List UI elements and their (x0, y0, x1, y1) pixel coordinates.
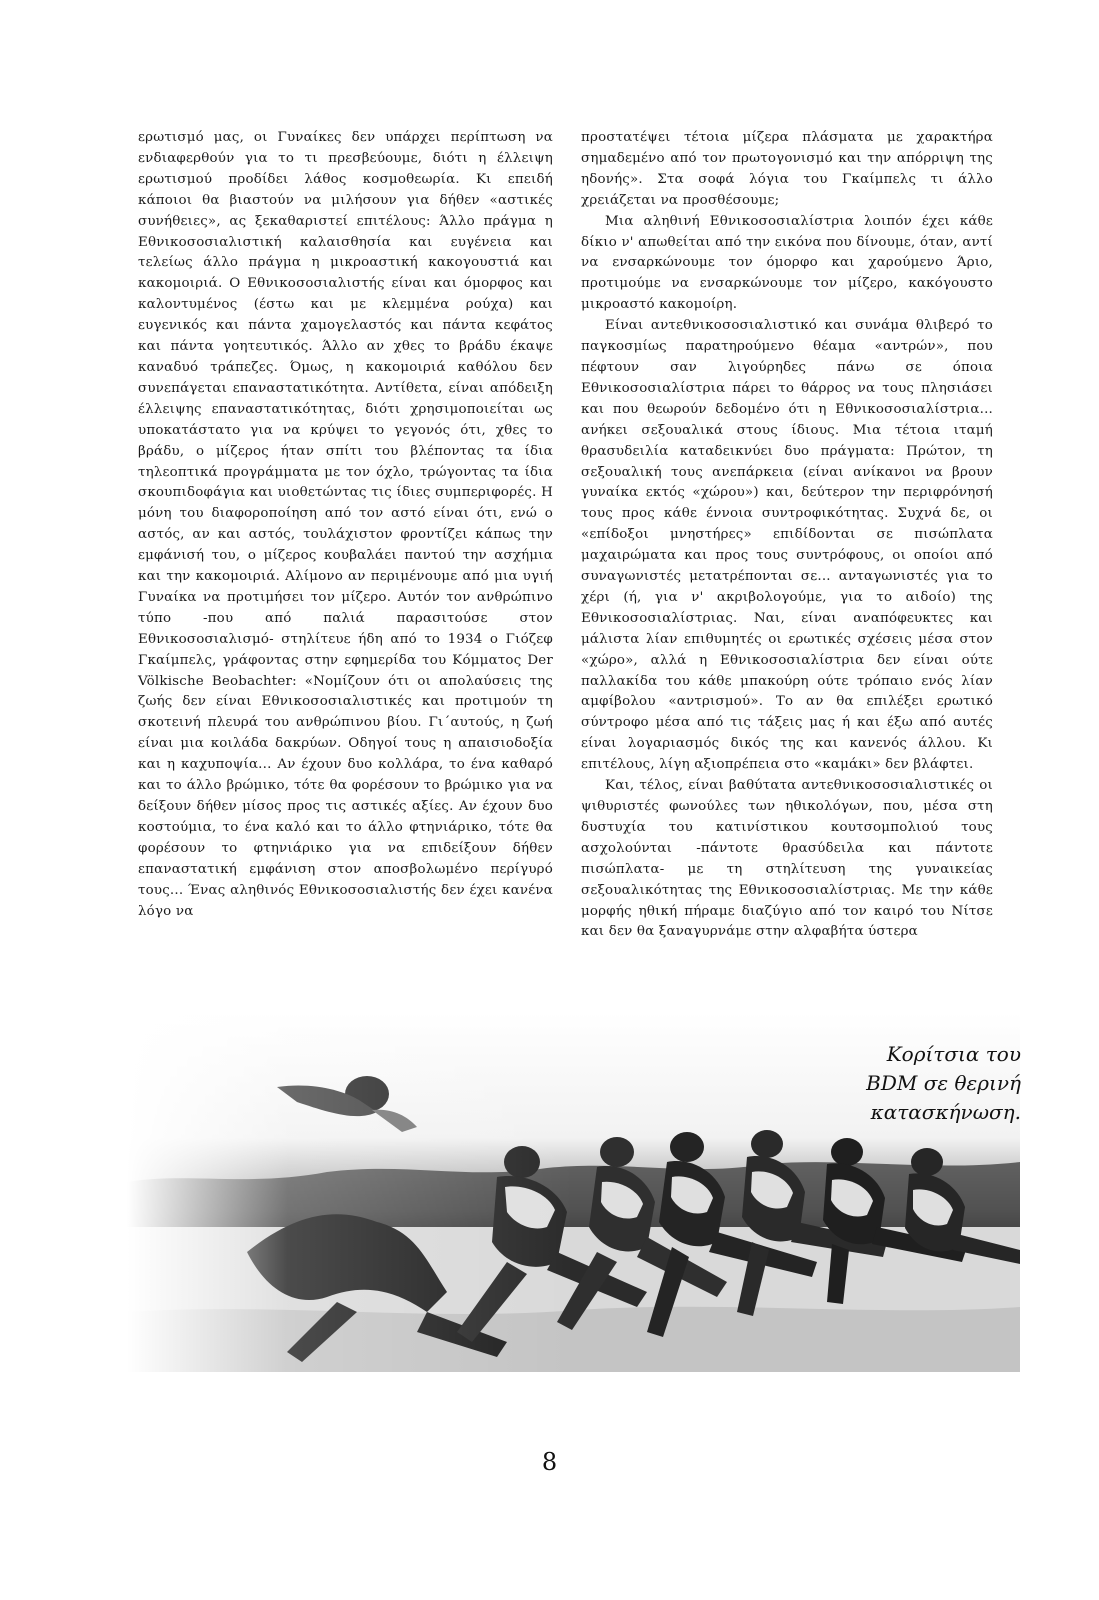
photo-caption (866, 1040, 1021, 1127)
left-text-column (138, 128, 553, 922)
page-number: 8 (541, 1448, 558, 1476)
paragraph: Και, τέλος, είναι βαθύτατα αντεθνικοσοσιαλιστικές οι ψιθυριστές φωνούλες των ηθικολόγων, που, μέσα στη δυστυχία του κατινίστικου κουτσομπολιού τους ασχολούνται -πάντοτε θρασύδειλα και πάντοτε πισώπλατα- με τη στηλίτευση της γυναικείας σεξουαλικότητας της Εθνικοσοσιαλίστριας. Με την κάθε μορφής ηθική πήραμε διαζύγιο από τον καιρό του Νίτσε και δεν θα ξαναγυρνάμε στην αλφαβήτα ύστερα (581, 778, 993, 940)
paragraph: Μια αληθινή Εθνικοσοσιαλίστρια λοιπόν έχει κάθε δίκιο ν' απωθείται από την εικόνα που δίνουμε, όταν, αντί να ενσαρκώνουμε τον όμορφο και χαρούμενο Άριο, προτιμούμε να ενσαρκώνουμε τον μίζερο, κακόγουστο μικροαστό κακομοίρη. (581, 213, 993, 313)
right-text-column (581, 128, 993, 943)
caption-line: BDM σε θερινή (866, 1071, 1021, 1095)
caption-line: Κορίτσια του (886, 1042, 1021, 1066)
paragraph: ερωτισμό μας, οι Γυναίκες δεν υπάρχει περίπτωση να ενδιαφερθούν για το τι πρεσβεύουμε, διότι η έλλειψη ερωτισμού προδίδει λάθος κοσμοθεωρία. Κι επειδή κάποιοι θα βιαστούν να μιλήσουν για δήθεν «αστικές συνήθειες», ας ξεκαθαριστεί επιτέλους: Άλλο πράγμα η Εθνικοσοσιαλιστική καλαισθησία και ευγένεια και τελείως άλλο πράγμα η μικροαστική κακογουστιά και κακομοιριά. Ο Εθνικοσοσιαλιστής είναι και όμορφος και καλοντυμένος (έστω και με κλεμμένα ρούχα) και ευγενικός και πάντα χαμογελαστός και πάντα κεφάτος και πάντα γοητευτικός. Άλλο αν χθες το βράδυ έκαψε καναδυό τράπεζες. Όμως, η κακομοιριά καθόλου δεν συνεπάγεται επαναστατικότητα. Αντίθετα, είναι απόδειξη έλλειψης επαναστατικότητας, διότι χρησιμοποιείται ως υποκατάστατο για να κρύψει το γεγονός ότι, χθες το βράδυ, ο μίζερος ήταν σπίτι του βλέποντας τα ίδια τηλεοπτικά προγράμματα με τον όχλο, τρώγοντας τα ίδια σκουπιδοφάγια και υιοθετώντας τις ίδιες συμπεριφορές. Η μόνη του διαφοροποίηση από τον αστό είναι ότι, ενώ ο αστός, αν και αστός, τουλάχιστον φροντίζει κάπως την εμφάνισή του, ο μίζερος κουβαλάει παντού την ασχήμια και την κακομοιριά. Αλίμονο αν περιμένουμε από μια υγιή Γυναίκα να προτιμήσει τον μίζερο. Αυτόν τον ανθρώπινο τύπο -που από παλιά παρασιτούσε στον Εθνικοσοσιαλισμό- στηλίτευε ήδη από το 1934 ο Γιόζεφ Γκαίμπελς, γράφοντας στην εφημερίδα του Κόμματος Der Völkische Beobachter: «Νομίζουν ότι οι απολαύσεις της ζωής δεν είναι Εθνικοσοσιαλιστικές και προτιμούν τη σκοτεινή πλευρά του ανθρώπινου βίου. Γι΄αυτούς, η ζωή είναι μια κοιλάδα δακρύων. Οδηγοί τους η απαισιοδοξία και η καχυποψία... Αν έχουν δυο κολλάρα, το ένα καθαρό και το άλλο βρώμικο, τότε θα φορέσουν το βρώμικο για να δείξουν δήθεν μίσος προς τις αστικές αξίες. Αν έχουν δυο κοστούμια, το ένα καλό και το άλλο φτηνιάρικο, τότε θα φορέσουν το φτηνιάρικο για να επιδείξουν δήθεν επαναστατική εμφάνιση στον αποσβολωμένο περίγυρό τους... Ένας αληθινός Εθνικοσοσιαλιστής δεν έχει κανένα λόγο να (138, 130, 553, 919)
paragraph: προστατέψει τέτοια μίζερα πλάσματα με χαρακτήρα σημαδεμένο από τον πρωτογονισμό και την απόρριψη της ηδονής». Στα σοφά λόγια του Γκαίμπελς τι άλλο χρειάζεται να προσθέσουμε; (581, 130, 993, 208)
caption-line: κατασκήνωση. (870, 1100, 1021, 1124)
paragraph: Είναι αντεθνικοσοσιαλιστικό και συνάμα θλιβερό το παγκοσμίως παρατηρούμενο θέαμα «αντρών», που πέφτουν σαν λιγούρηδες πάνω σε όποια Εθνικοσοσιαλίστρια πάρει το θάρρος να τους πλησιάσει και που θεωρούν δεδομένο ότι η Εθνικοσοσιαλίστρια... ανήκει σεξουαλικά στους ίδιους. Μια τέτοια ιταμή θρασυδειλία καταδεικνύει δυο πράγματα: Πρώτον, τη σεξουαλική τους ανεπάρκεια (είναι ανίκανοι να βρουν γυναίκα εκτός «χώρου») και, δεύτερον την περιφρόνησή τους προς κάθε έννοια συντροφικότητας. Συχνά δε, οι «επίδοξοι μνηστήρες» επιδίδονται σε πισώπλατα μαχαιρώματα και προς τους συντρόφους, οι οποίοι από συναγωνιστές μετατρέπονται σε... ανταγωνιστές για το χέρι (ή, για ν' ακριβολογούμε, για το αιδοίο) της Εθνικοσοσιαλίστριας. Ναι, είναι αναπόφευκτες και μάλιστα λίαν επιθυμητές οι ερωτικές σχέσεις μέσα στον «χώρο», αλλά η Εθνικοσοσιαλίστρια δεν είναι ούτε παλλακίδα του κάθε μπακούρη ούτε τρόπαιο ενός λίαν αμφίβολου «αντρισμού». Το αν θα επιλέξει ερωτικό σύντροφο μέσα από τις τάξεις μας ή και έξω από αυτές είναι λογαριασμός δικός της και κανενός άλλου. Κι επιτέλους, λίγη αξιοπρέπεια στο «καμάκι» δεν βλάφτει. (581, 318, 993, 773)
